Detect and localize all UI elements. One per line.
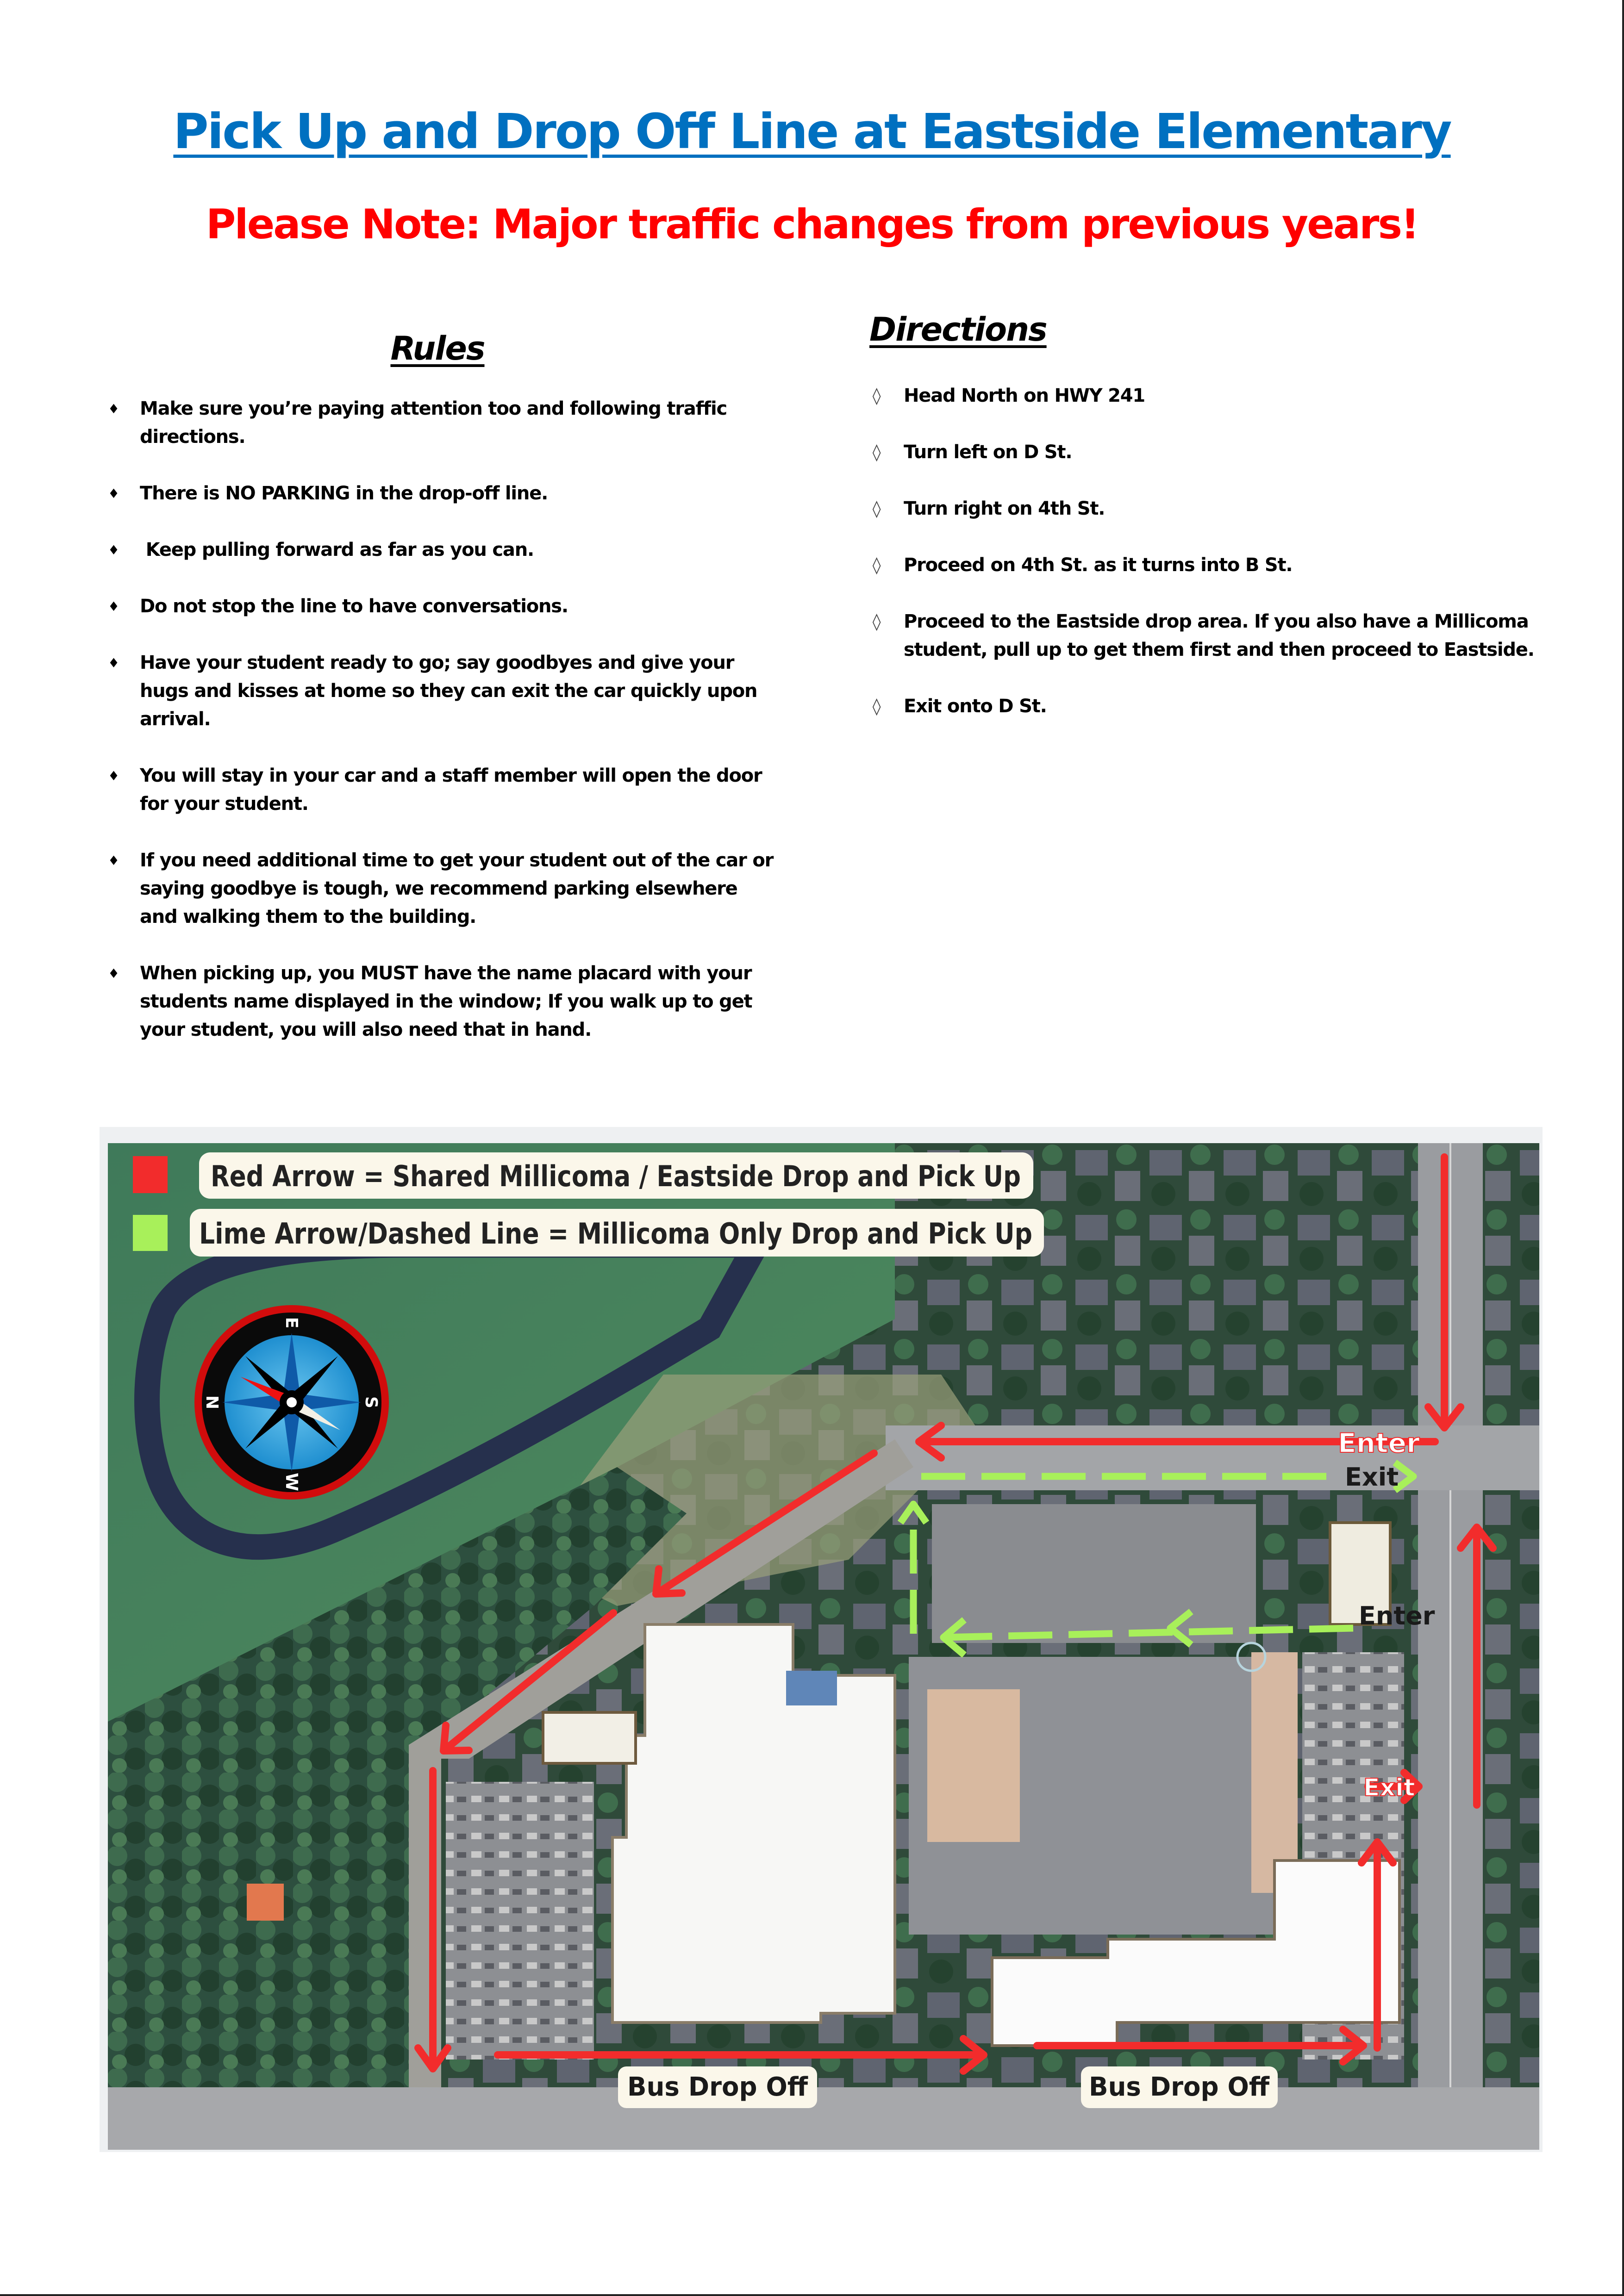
road-bottom	[108, 2087, 1539, 2150]
direction-text: Proceed on 4th St. as it turns into B St.	[904, 554, 1293, 576]
outline-diamond-bullet-icon: ◊	[872, 697, 881, 716]
direction-item	[872, 438, 1538, 467]
sand-area	[927, 1689, 1020, 1842]
notice-subtitle: Please Note: Major traffic changes from previous years!	[206, 200, 1418, 248]
compass-label-bottom: W	[282, 1473, 301, 1491]
direction-item	[872, 382, 1538, 410]
rules-heading: Rules	[390, 330, 485, 367]
lime-exit-label: Exit	[1345, 1462, 1399, 1492]
compass-label-left: N	[202, 1395, 221, 1410]
rule-item	[108, 395, 779, 451]
filled-diamond-bullet-icon: ♦	[108, 966, 119, 981]
rule-text: Have your student ready to go; say goodbyes and give your hugs and kisses at home so they can exit the car quickly upon arrival.	[140, 652, 757, 730]
rule-item	[108, 592, 779, 621]
filled-diamond-bullet-icon: ♦	[108, 599, 119, 614]
filled-diamond-bullet-icon: ♦	[108, 853, 119, 868]
outline-diamond-bullet-icon: ◊	[872, 443, 881, 462]
direction-text: Turn left on D St.	[904, 442, 1072, 463]
filled-diamond-bullet-icon: ♦	[108, 768, 119, 784]
direction-item	[872, 551, 1538, 579]
outline-diamond-bullet-icon: ◊	[872, 499, 881, 518]
rule-text: You will stay in your car and a staff member will open the door for your student.	[140, 765, 762, 815]
direction-item	[872, 692, 1538, 721]
rule-item	[108, 536, 779, 564]
filled-diamond-bullet-icon: ♦	[108, 655, 119, 671]
road-d-st	[886, 1425, 1539, 1490]
direction-text: Proceed to the Eastside drop area. If you also have a Millicoma student, pull up to get them first and then proceed to Eastside.	[904, 611, 1534, 660]
outline-diamond-bullet-icon: ◊	[872, 556, 881, 575]
direction-text: Exit onto D St.	[904, 696, 1047, 717]
rule-text: If you need additional time to get your student out of the car or saying goodbye is tough, we recommend parking elsewhere and walking them to the building.	[140, 850, 774, 927]
school-annex	[543, 1712, 636, 1763]
directions-list	[872, 382, 1538, 749]
rule-text: There is NO PARKING in the drop-off line.	[140, 483, 548, 504]
route-map	[108, 1143, 1539, 2150]
direction-text: Turn right on 4th St.	[904, 498, 1105, 519]
red-enter-label: Enter	[1338, 1427, 1420, 1459]
compass-label-top: E	[282, 1317, 301, 1329]
parking-lot-left	[446, 1782, 594, 2060]
rule-item	[108, 762, 779, 818]
directions-heading: Directions	[869, 311, 1047, 348]
page-border-bottom	[0, 2294, 1624, 2296]
school-roof-blue	[786, 1671, 837, 1705]
rules-list	[108, 395, 779, 1072]
compass-icon	[194, 1305, 389, 1500]
filled-diamond-bullet-icon: ♦	[108, 542, 119, 558]
lime-enter-label: Enter	[1359, 1601, 1435, 1630]
rule-item	[108, 649, 779, 734]
sand-area-2	[1251, 1652, 1298, 1893]
legend-red-label: Red Arrow = Shared Millicoma / Eastside Drop and Pick Up	[211, 1159, 1021, 1193]
rule-item	[108, 846, 779, 931]
rule-text: Do not stop the line to have conversations.	[140, 596, 568, 617]
parking-lot-top	[932, 1504, 1256, 1643]
direction-item	[872, 495, 1538, 523]
rule-text: When picking up, you MUST have the name placard with your students name displayed in the window; If you walk up to get your student, you will also need that in hand.	[140, 963, 752, 1040]
filled-diamond-bullet-icon: ♦	[108, 486, 119, 501]
legend-lime-swatch	[133, 1215, 168, 1251]
house-orange-roof	[247, 1884, 284, 1921]
direction-item	[872, 608, 1538, 664]
rule-text: Make sure you’re paying attention too and following traffic directions.	[140, 398, 727, 448]
filled-diamond-bullet-icon: ♦	[108, 401, 119, 417]
outline-diamond-bullet-icon: ◊	[872, 612, 881, 631]
red-exit-label: Exit	[1363, 1774, 1415, 1802]
page-title	[0, 99, 1624, 164]
outline-diamond-bullet-icon: ◊	[872, 386, 881, 405]
legend-red-swatch	[133, 1156, 168, 1193]
school-building-main	[612, 1624, 895, 2022]
rule-item	[108, 959, 779, 1044]
rule-text: Keep pulling forward as far as you can.	[140, 539, 534, 560]
page-border-right	[1622, 0, 1624, 2296]
compass-label-right: S	[362, 1396, 381, 1408]
road-lane-line	[1449, 1143, 1451, 2150]
bus-drop-off-label-1: Bus Drop Off	[627, 2072, 808, 2102]
legend-lime-label: Lime Arrow/Dashed Line = Millicoma Only Drop and Pick Up	[199, 1217, 1032, 1251]
rule-item	[108, 479, 779, 508]
direction-text: Head North on HWY 241	[904, 385, 1145, 406]
bus-drop-off-label-2: Bus Drop Off	[1089, 2072, 1270, 2102]
page-title-text: Pick Up and Drop Off Line at Eastside Elementary	[173, 103, 1451, 160]
